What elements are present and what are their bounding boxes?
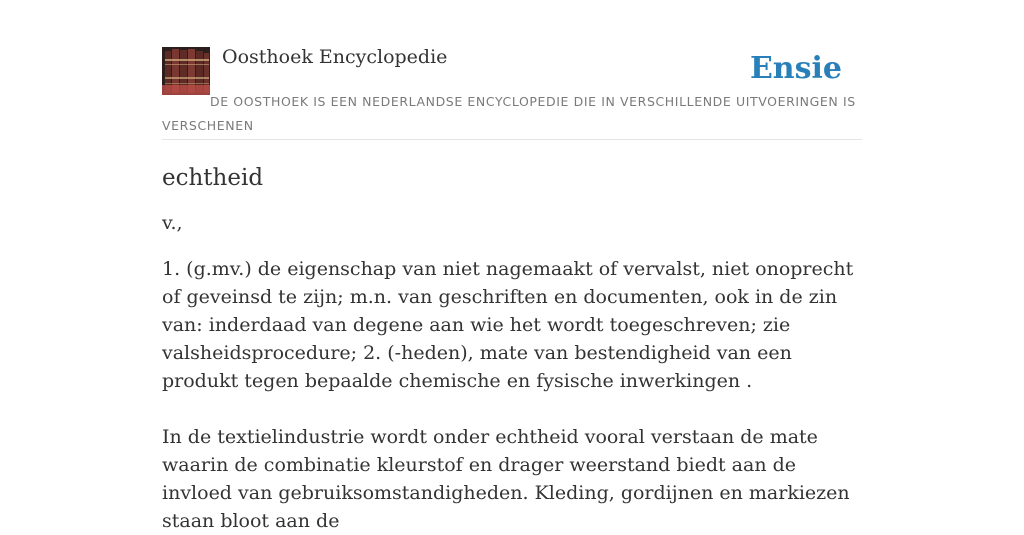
part-of-speech: v., [162,212,183,234]
site-tagline: DE OOSTHOEK IS EEN NEDERLANDSE ENCYCLOPEDIE DIE IN VERSCHILLENDE UITVOERINGEN IS VERSCHENEN [162,94,856,133]
page [162,0,862,532]
site-title-link[interactable]: Oosthoek Encyclopedie [222,46,448,68]
definition-paragraph: In de textielindustrie wordt onder echtheid vooral verstaan de mate waarin de combinatie kleurstof en drager weerstand biedt aan de invloed van gebruiksomstandigheden. Kleding, gordijnen en markiezen staan bloot aan de [162,426,850,532]
books-icon [162,47,210,95]
definition-paragraph: 1. (g.mv.) de eigenschap van niet nagemaakt of vervalst, niet onoprecht of geveinsd te zijn; m.n. van geschriften en documenten, ook in de zin van: inderdaad van degene aan wie het wordt toegeschreven; zie valsheidsprocedure; 2. (-heden), mate van bestendigheid van een produkt tegen bepaalde chemische en fysische inwerkingen . [162,258,854,392]
article-headword: echtheid [162,165,264,191]
header-divider [162,139,862,140]
site-header [162,0,862,140]
article [162,160,862,535]
encyclopedia-books-avatar[interactable] [162,47,210,95]
ensie-logo-link[interactable]: Ensie [749,51,842,86]
